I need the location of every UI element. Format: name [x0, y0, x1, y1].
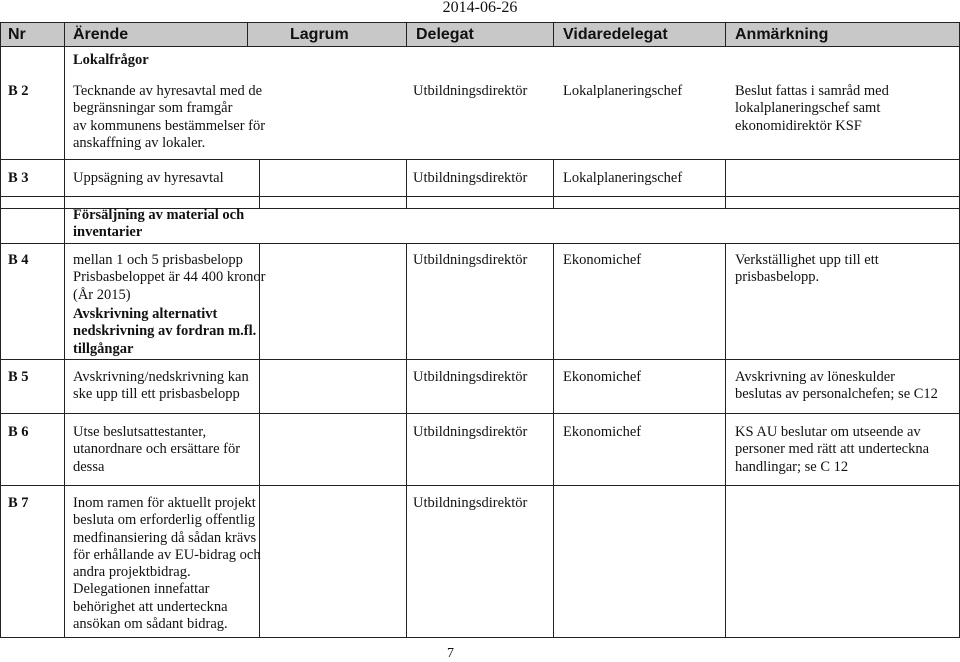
col-header-lagrum: Lagrum	[290, 26, 349, 43]
col-header-anmarkning: Anmärkning	[735, 26, 829, 43]
row-b6-arende: Utse beslutsattestanter, utanordnare och ersättare för dessa	[73, 424, 241, 475]
col-header-vidaredelegat: Vidaredelegat	[563, 26, 668, 43]
grid-line	[247, 22, 248, 46]
row-b4-vidaredelegat: Ekonomichef	[563, 252, 642, 268]
section-heading-forsaljning: Försäljning av material och inventarier	[73, 207, 245, 241]
row-b6-delegat: Utbildningsdirektör	[413, 424, 528, 440]
grid-line	[0, 159, 960, 160]
grid-line	[406, 22, 407, 46]
row-b4-delegat: Utbildningsdirektör	[413, 252, 528, 268]
col-header-arende: Ärende	[73, 26, 129, 43]
row-b2-arende: Tecknande av hyresavtal med de begränsningar som framgår av kommunens bestämmelser för anskaffning av lokaler.	[73, 83, 266, 151]
grid-line	[0, 637, 960, 638]
grid-line	[406, 159, 407, 208]
row-b5-delegat: Utbildningsdirektör	[413, 369, 528, 385]
row-b4-nr: B 4	[8, 252, 29, 268]
row-b6-nr: B 6	[8, 424, 29, 440]
section-heading-lokalfragor: Lokalfrågor	[73, 52, 149, 68]
row-b4-arende: mellan 1 och 5 prisbasbelopp Prisbasbeloppet är 44 400 kronor (År 2015)	[73, 252, 266, 303]
grid-line	[64, 22, 65, 637]
grid-line	[553, 243, 554, 637]
grid-line	[0, 22, 1, 637]
col-header-delegat: Delegat	[416, 26, 474, 43]
row-b2-anmarkning: Beslut fattas i samråd med lokalplaneringschef samt ekonomidirektör KSF	[735, 83, 889, 134]
grid-line	[0, 196, 960, 197]
row-b2-delegat: Utbildningsdirektör	[413, 83, 528, 99]
row-b4-arende-heading: Avskrivning alternativt nedskrivning av fordran m.fl. tillgångar	[73, 306, 257, 357]
row-b7-nr: B 7	[8, 495, 29, 511]
grid-line	[406, 243, 407, 637]
grid-line	[725, 243, 726, 637]
row-b3-vidaredelegat: Lokalplaneringschef	[563, 170, 683, 186]
grid-line	[0, 46, 960, 47]
page-date: 2014-06-26	[442, 0, 518, 16]
row-b5-arende: Avskrivning/nedskrivning kan ske upp till ett prisbasbelopp	[73, 369, 249, 403]
grid-line	[0, 413, 960, 414]
grid-line	[725, 22, 726, 46]
grid-line	[0, 359, 960, 360]
row-b3-delegat: Utbildningsdirektör	[413, 170, 528, 186]
grid-line	[0, 243, 960, 244]
grid-line	[259, 159, 260, 208]
row-b4-anmarkning: Verkställighet upp till ett prisbasbelopp.	[735, 252, 879, 286]
page-number: 7	[447, 646, 454, 661]
grid-line	[725, 159, 726, 208]
row-b3-nr: B 3	[8, 170, 29, 186]
row-b7-arende: Inom ramen för aktuellt projekt besluta om erforderlig offentlig medfinansiering då sådan krävs för erhållande av EU-bidrag och andra projektbidrag. Delegationen innefattar behörighet att underteckna ansökan om sådant bidrag.	[73, 495, 261, 633]
row-b2-nr: B 2	[8, 83, 29, 99]
row-b6-vidaredelegat: Ekonomichef	[563, 424, 642, 440]
row-b7-delegat: Utbildningsdirektör	[413, 495, 528, 511]
grid-line	[0, 22, 960, 23]
col-header-nr: Nr	[8, 26, 26, 43]
grid-line	[553, 22, 554, 46]
row-b5-vidaredelegat: Ekonomichef	[563, 369, 642, 385]
row-b2-vidaredelegat: Lokalplaneringschef	[563, 83, 683, 99]
row-b5-nr: B 5	[8, 369, 29, 385]
grid-line	[0, 485, 960, 486]
row-b3-arende: Uppsägning av hyresavtal	[73, 170, 224, 186]
grid-line	[553, 159, 554, 208]
row-b5-anmarkning: Avskrivning av löneskulder beslutas av personalchefen; se C12	[735, 369, 938, 403]
row-b6-anmarkning: KS AU beslutar om utseende av personer med rätt att underteckna handlingar; se C 12	[735, 424, 930, 475]
